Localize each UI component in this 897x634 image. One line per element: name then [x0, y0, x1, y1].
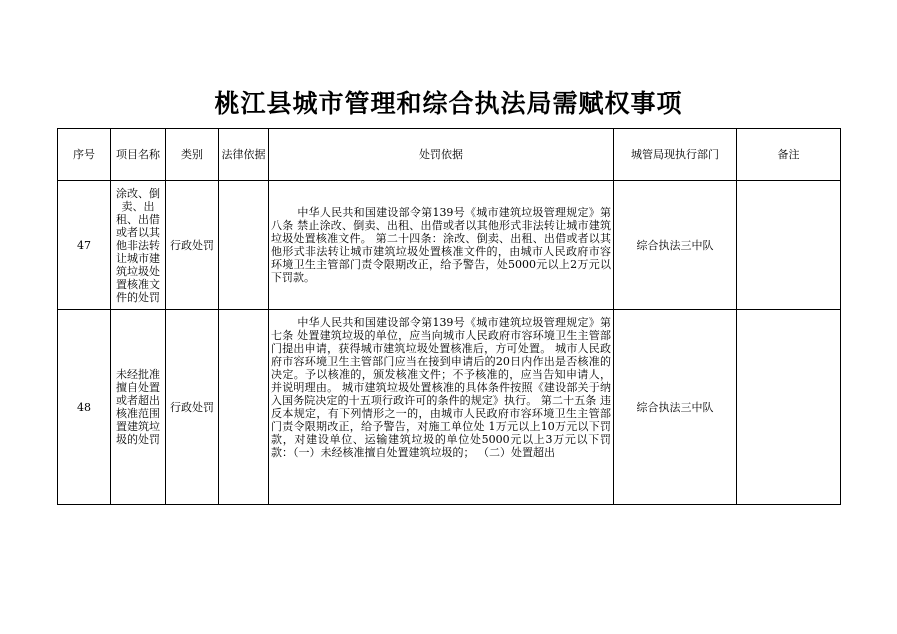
- row-remark: [737, 310, 841, 505]
- header-seq: 序号: [58, 129, 111, 181]
- header-basis: 处罚依据: [269, 129, 614, 181]
- row-seq: 48: [58, 310, 111, 505]
- row-category: 行政处罚: [166, 310, 219, 505]
- table-row: [58, 310, 841, 505]
- row-name: 未经批准擅自处置或者超出核准范围置建筑垃圾的处罚: [111, 310, 166, 505]
- row-basis-text: 中华人民共和国建设部令第139号《城市建筑垃圾管理规定》第七条 处置建筑垃圾的单位，应当向城市人民政府市容环境卫生主管部门提出申请，获得城市建筑垃圾处置核准后，方可处置。 城市人民政府市容环境卫生主管部门应当在接到申请后的20日内作出是否核准的决定。予以核准的，颁发核准文件；不予核准的，应当告知申请人，并说明理由。 城市建筑垃圾处置核准的具体条件按照《建设部关于纳入国务院决定的十五项行政许可的条件的规定》执行。 第二十五条 违反本规定，有下列情形之一的，由城市人民政府市容环境卫生主管部门责令限期改正，给予警告，对施工单位处 1万元以上10万元以下罚款，对建设单位、运输建筑垃圾的单位处5000元以上3万元以下罚款：（一）未经核准擅自处置建筑垃圾的； （二）处置超出: [271, 316, 611, 459]
- row-seq: 47: [58, 181, 111, 310]
- row-law: [219, 181, 269, 310]
- header-category: 类别: [166, 129, 219, 181]
- header-name: 项目名称: [111, 129, 166, 181]
- authority-table: [57, 128, 841, 505]
- row-law: [219, 310, 269, 505]
- row-name: 涂改、倒卖、出租、出借或者以其他非法转让城市建筑垃圾处置核准文件的处罚: [111, 181, 166, 310]
- header-remark: 备注: [737, 129, 841, 181]
- row-category: 行政处罚: [166, 181, 219, 310]
- row-basis-text: 中华人民共和国建设部令第139号《城市建筑垃圾管理规定》第八条 禁止涂改、倒卖、出租、出借或者以其他形式非法转让城市建筑垃圾处置核准文件。 第二十四条：涂改、倒卖、出租、出借或者以其他形式非法转让城市建筑垃圾处置核准文件的，由城市人民政府市容环境卫生主管部门责令限期改正，给予警告，处5000元以上2万元以下罚款。: [271, 206, 611, 284]
- header-dept: 城管局现执行部门: [614, 129, 737, 181]
- header-law: 法律依据: [219, 129, 269, 181]
- page-title: 桃江县城市管理和综合执法局需赋权事项: [214, 89, 683, 118]
- header-row: [58, 129, 841, 181]
- row-remark: [737, 181, 841, 310]
- row-dept: 综合执法三中队: [614, 310, 737, 505]
- row-basis: [269, 181, 614, 310]
- table-row: [58, 181, 841, 310]
- row-basis: [269, 310, 614, 505]
- row-dept: 综合执法三中队: [614, 181, 737, 310]
